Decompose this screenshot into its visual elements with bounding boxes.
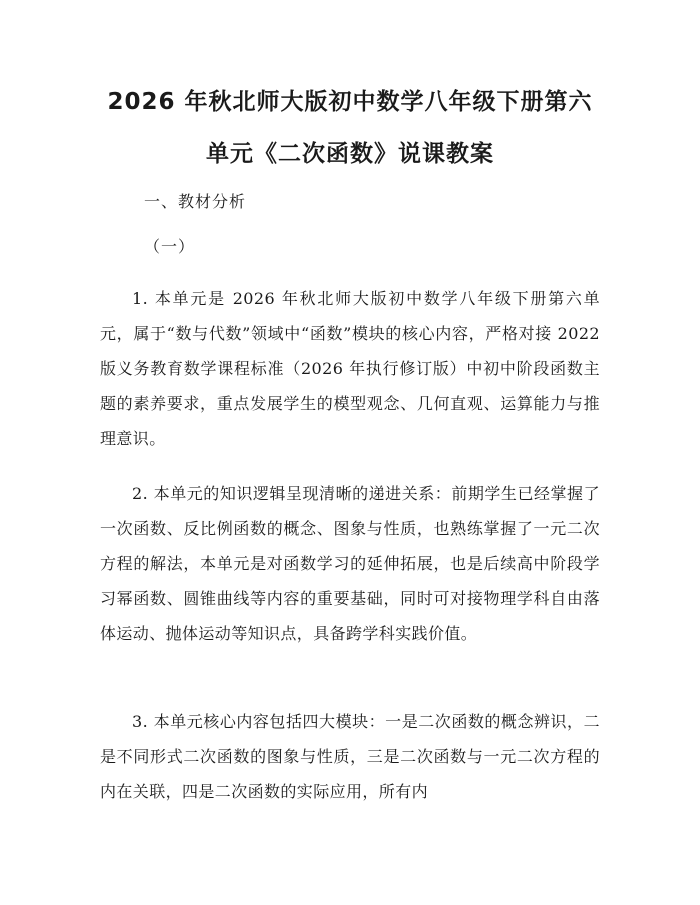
document-title-line-2: 单元《二次函数》说课教案 bbox=[206, 141, 494, 167]
paragraph-2: 2. 本单元的知识逻辑呈现清晰的递进关系：前期学生已经掌握了一次函数、反比例函数的概念、图象与性质，也熟练掌握了一元二次方程的解法，本单元是对函数学习的延伸拓展，也是后续高中阶段学习幂函数、圆锥曲线等内容的重要基础，同时可对接物理学科自由落体运动、抛体运动等知识点，具备跨学科实践价值。 bbox=[100, 484, 600, 643]
section-heading: 一、教材分析 bbox=[144, 192, 247, 211]
paragraph-3: 3. 本单元核心内容包括四大模块：一是二次函数的概念辨识，二是不同形式二次函数的图象与性质，三是二次函数与一元二次方程的内在关联，四是二次函数的实际应用，所有内 bbox=[100, 712, 600, 801]
document-title-line-1: 2026 年秋北师大版初中数学八年级下册第六 bbox=[107, 89, 593, 115]
paragraph-1: 1. 本单元是 2026 年秋北师大版初中数学八年级下册第六单元，属于“数与代数”领域中“函数”模块的核心内容，严格对接 2022 版义务教育数学课程标准（2026 年执行修订版）中初中阶段函数主题的素养要求，重点发展学生的模型观念、几何直观、运算能力与推理意识。 bbox=[100, 289, 600, 448]
subsection-heading: （一） bbox=[144, 237, 196, 256]
